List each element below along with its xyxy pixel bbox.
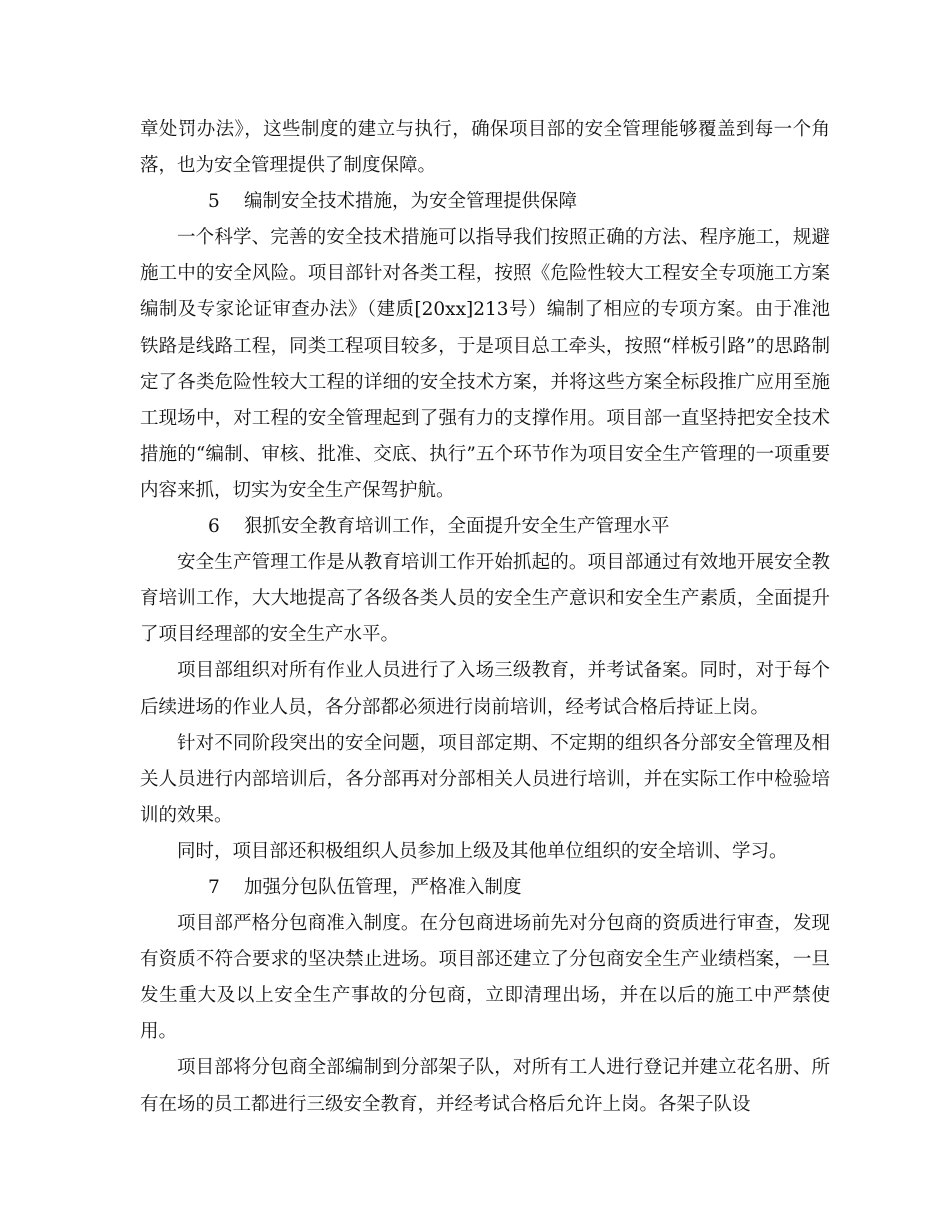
section-heading-7: [140, 870, 830, 906]
section-title: 编制安全技术措施，为安全管理提供保障: [244, 191, 578, 213]
section-heading-5: [140, 184, 830, 220]
paragraph: 章处罚办法》，这些制度的建立与执行，确保项目部的安全管理能够覆盖到每一个角落，也为安全管理提供了制度保障。: [140, 119, 830, 177]
paragraph: 项目部组织对所有作业人员进行了入场三级教育，并考试备案。同时，对于每个后续进场的作业人员，各分部都必须进行岗前培训，经考试合格后持证上岗。: [140, 660, 830, 718]
paragraph: 一个科学、完善的安全技术措施可以指导我们按照正确的方法、程序施工，规避施工中的安全风险。项目部针对各类工程，按照《危险性较大工程安全专项施工方案编制及专家论证审查办法》（建质[20xx]213号）编制了相应的专项方案。由于准池铁路是线路工程，同类工程项目较多，于是项目总工牵头，按照“样板引路”的思路制定了各类危险性较大工程的详细的安全技术方案，并将这些方案全标段推广应用至施工现场中，对工程的安全管理起到了强有力的支撑作用。项目部一直坚持把安全技术措施的“编制、审核、批准、交底、执行”五个环节作为项目安全生产管理的一项重要内容来抓，切实为安全生产保驾护航。: [140, 227, 830, 501]
section-title: 加强分包队伍管理，严格准入制度: [244, 876, 522, 898]
section-number: 7: [208, 876, 220, 898]
paragraph: 同时，项目部还积极组织人员参加上级及其他单位组织的安全培训、学习。: [177, 840, 788, 862]
paragraph: 项目部严格分包商准入制度。在分包商进场前先对分包商的资质进行审查，发现有资质不符合要求的坚决禁止进场。项目部还建立了分包商安全生产业绩档案，一旦发生重大及以上安全生产事故的分包商，立即清理出场，并在以后的施工中严禁使用。: [140, 913, 830, 1043]
section-heading-6: [140, 509, 830, 545]
document-body: [140, 112, 830, 1123]
section-number: 5: [208, 191, 220, 213]
paragraph: 项目部将分包商全部编制到分部架子队，对所有工人进行登记并建立花名册、所有在场的员工都进行三级安全教育，并经考试合格后允许上岗。各架子队设: [140, 1057, 830, 1115]
paragraph: 安全生产管理工作是从教育培训工作开始抓起的。项目部通过有效地开展安全教育培训工作，大大地提高了各级各类人员的安全生产意识和安全生产素质，全面提升了项目经理部的安全生产水平。: [140, 552, 830, 646]
paragraph: 针对不同阶段突出的安全问题，项目部定期、不定期的组织各分部安全管理及相关人员进行内部培训后，各分部再对分部相关人员进行培训，并在实际工作中检验培训的效果。: [140, 732, 830, 826]
section-title: 狠抓安全教育培训工作，全面提升安全生产管理水平: [244, 516, 670, 538]
section-number: 6: [208, 516, 220, 538]
